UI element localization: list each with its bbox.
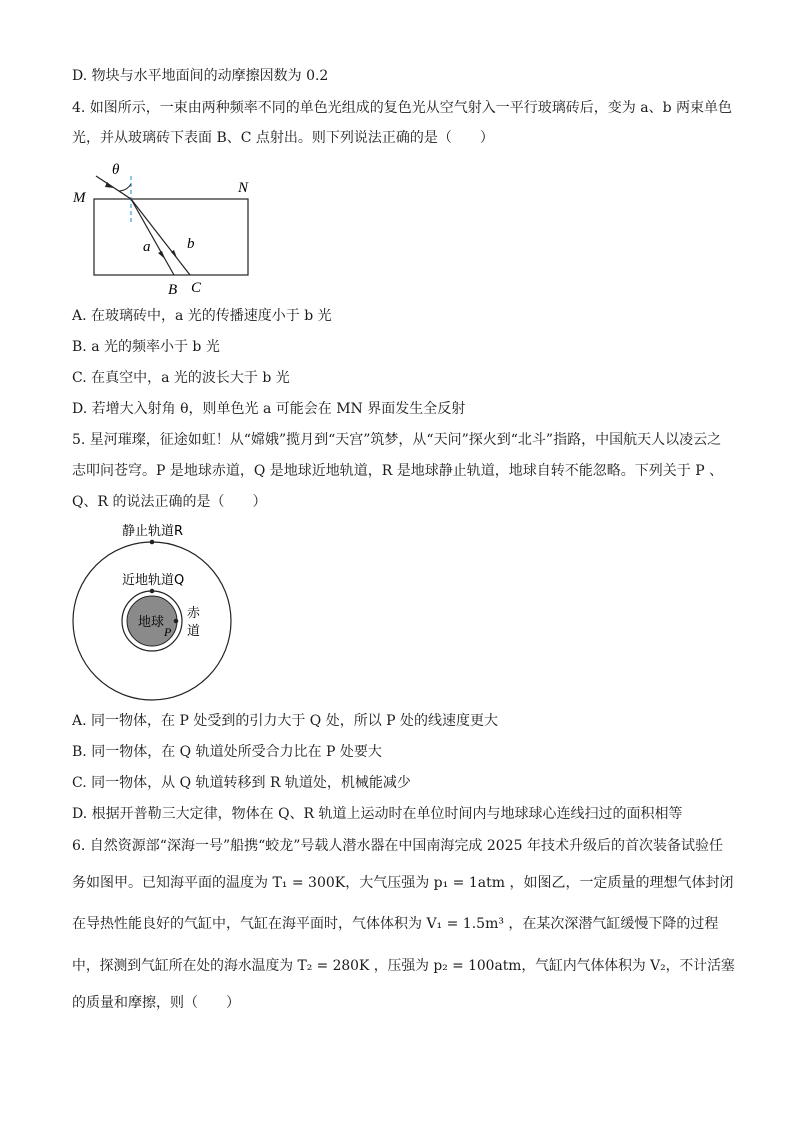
label-M: M <box>73 190 86 206</box>
label-C: C <box>191 280 202 296</box>
q3-option-d: D. 物块与水平地面间的动摩擦因数为 0.2 <box>72 68 329 84</box>
q5-option-a: A. 同一物体，在 P 处受到的引力大于 Q 处，所以 P 处的线速度更大 <box>72 713 499 729</box>
q4-stem-line1: 4. 如图所示，一束由两种频率不同的单色光组成的复色光从空气射入一平行玻璃砖后，变为 a、b 两束单色 <box>72 100 733 116</box>
q4-stem-line2: 光，并从玻璃砖下表面 B、C 点射出。则下列说法正确的是（ ） <box>72 130 494 146</box>
label-equator-1: 赤 <box>187 606 201 621</box>
q5-stem-line3: Q、R 的说法正确的是（ ） <box>72 494 267 510</box>
label-p: P <box>164 625 172 639</box>
q6-stem-line5: 的质量和摩擦，则（ ） <box>72 995 240 1011</box>
q5-option-d: D. 根据开普勒三大定律，物体在 Q、R 轨道上运动时在单位时间内与地球球心连线扫过的面积相等 <box>72 806 683 822</box>
label-B: B <box>168 282 178 298</box>
q6-stem-line2: 务如图甲。已知海平面的温度为 T₁ = 300K，大气压强为 p₁ = 1atm ，如图乙，一定质量的理想气体封闭 <box>72 875 734 891</box>
q4-option-c: C. 在真空中，a 光的波长大于 b 光 <box>72 370 290 386</box>
label-earth: 地球 <box>138 615 165 630</box>
point-r-dot <box>150 540 155 545</box>
label-equator-2: 道 <box>187 624 201 639</box>
label-a: a <box>143 239 151 255</box>
q5-option-b: B. 同一物体，在 Q 轨道处所受合力比在 P 处要大 <box>72 744 382 760</box>
label-theta: θ <box>112 162 120 178</box>
q6-stem-line3: 在导热性能良好的气缸中，气缸在海平面时，气体体积为 V₁ = 1.5m³ ，在某次深潜气缸缓慢下降的过程 <box>72 916 719 932</box>
theta-arc <box>119 184 131 191</box>
q4-figure-glass-block <box>70 158 260 300</box>
label-N: N <box>238 180 249 196</box>
q4-option-d: D. 若增大入射角 θ，则单色光 a 可能会在 MN 界面发生全反射 <box>72 401 466 417</box>
ray-a-arrow-icon <box>158 251 165 259</box>
ray-a <box>131 199 174 275</box>
ray-b <box>131 199 190 275</box>
label-low-earth-orbit: 近地轨道Q <box>122 573 185 588</box>
glass-brick <box>94 199 248 275</box>
label-b: b <box>187 236 195 252</box>
incident-ray <box>96 176 131 199</box>
q5-figure-orbits <box>70 518 240 704</box>
q5-option-c: C. 同一物体，从 Q 轨道转移到 R 轨道处，机械能减少 <box>72 775 411 791</box>
q6-stem-line4: 中，探测到气缸所在处的海水温度为 T₂ = 280K ，压强为 p₂ = 100atm，气缸内气体体积为 V₂，不计活塞 <box>72 958 735 974</box>
q5-stem-line1: 5. 星河璀璨，征途如虹！从“嫦娥”揽月到“天宫”筑梦，从“天问”探火到“北斗”指路，中国航天人以凌云之 <box>72 432 722 448</box>
label-geostationary-orbit: 静止轨道R <box>122 524 184 539</box>
q5-stem-line2: 志叩问苍穹。P 是地球赤道，Q 是地球近地轨道，R 是地球静止轨道，地球自转不能忽略。下列关于 P 、 <box>72 463 724 479</box>
point-q-dot <box>150 589 155 594</box>
q4-option-b: B. a 光的频率小于 b 光 <box>72 339 220 355</box>
q6-stem-line1: 6. 自然资源部“深海一号”船携“蛟龙”号载人潜水器在中国南海完成 2025 年技术升级后的首次装备试验任 <box>72 838 723 854</box>
point-p-dot <box>174 619 179 624</box>
q4-option-a: A. 在玻璃砖中，a 光的传播速度小于 b 光 <box>72 308 332 324</box>
